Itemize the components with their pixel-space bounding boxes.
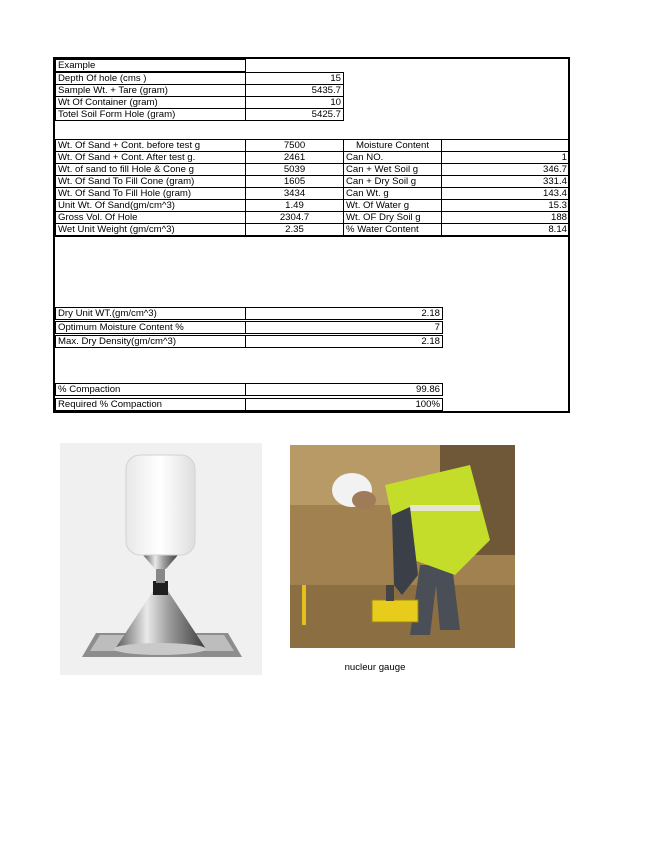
moisture-value: 1 bbox=[441, 151, 570, 164]
sand-label: Gross Vol. Of Hole bbox=[55, 211, 246, 224]
moisture-label: Can + Dry Soil g bbox=[343, 175, 442, 188]
nuclear-gauge-caption: nucleur gauge bbox=[344, 662, 406, 673]
moisture-header: Moisture Content bbox=[343, 139, 442, 152]
density-value: 7 bbox=[245, 321, 443, 334]
hole-value: 5425.7 bbox=[245, 108, 344, 121]
sand-value: 5039 bbox=[245, 163, 344, 176]
sand-value: 2461 bbox=[245, 151, 344, 164]
moisture-label: Can + Wet Soil g bbox=[343, 163, 442, 176]
sand-cone-apparatus-image bbox=[60, 443, 262, 675]
section-divider bbox=[55, 236, 568, 237]
compaction-value: 100% bbox=[245, 398, 443, 411]
sand-value: 1.49 bbox=[245, 199, 344, 212]
nuclear-gauge-photo bbox=[290, 445, 515, 648]
sand-value: 2304.7 bbox=[245, 211, 344, 224]
sand-value: 2.35 bbox=[245, 223, 344, 236]
moisture-value: 143.4 bbox=[441, 187, 570, 200]
moisture-value: 15.3 bbox=[441, 199, 570, 212]
sand-value: 7500 bbox=[245, 139, 344, 152]
hole-value: 10 bbox=[245, 96, 344, 109]
sand-label: Wet Unit Weight (gm/cm^3) bbox=[55, 223, 246, 236]
density-label: Optimum Moisture Content % bbox=[55, 321, 246, 334]
sand-value: 1605 bbox=[245, 175, 344, 188]
sand-label: Wt. Of Sand To Fill Hole (gram) bbox=[55, 187, 246, 200]
hole-label: Wt Of Container (gram) bbox=[55, 96, 246, 109]
hole-label: Depth Of hole (cms ) bbox=[55, 72, 246, 85]
hole-label: Sample Wt. + Tare (gram) bbox=[55, 84, 246, 97]
compaction-label: Required % Compaction bbox=[55, 398, 246, 411]
moisture-value: 8.14 bbox=[441, 223, 570, 236]
moisture-label: Wt. Of Water g bbox=[343, 199, 442, 212]
moisture-value: 346.7 bbox=[441, 163, 570, 176]
hole-value: 15 bbox=[245, 72, 344, 85]
moisture-value: 331.4 bbox=[441, 175, 570, 188]
compaction-label: % Compaction bbox=[55, 383, 246, 396]
moisture-label: Wt. OF Dry Soil g bbox=[343, 211, 442, 224]
sand-label: Wt. Of Sand + Cont. before test g bbox=[55, 139, 246, 152]
moisture-label: % Water Content bbox=[343, 223, 442, 236]
compaction-value: 99.86 bbox=[245, 383, 443, 396]
sand-label: Wt. of sand to fill Hole & Cone g bbox=[55, 163, 246, 176]
sand-label: Wt. Of Sand To Fill Cone (gram) bbox=[55, 175, 246, 188]
sand-label: Wt. Of Sand + Cont. After test g. bbox=[55, 151, 246, 164]
moisture-label: Can NO. bbox=[343, 151, 442, 164]
worksheet bbox=[53, 57, 570, 413]
sand-label: Unit Wt. Of Sand(gm/cm^3) bbox=[55, 199, 246, 212]
sand-cone-illustration bbox=[60, 443, 262, 675]
density-value: 2.18 bbox=[245, 307, 443, 320]
density-label: Max. Dry Density(gm/cm^3) bbox=[55, 335, 246, 348]
hole-value: 5435.7 bbox=[245, 84, 344, 97]
moisture-value: 188 bbox=[441, 211, 570, 224]
density-value: 2.18 bbox=[245, 335, 443, 348]
moisture-label: Can Wt. g bbox=[343, 187, 442, 200]
nuclear-gauge-illustration bbox=[290, 445, 515, 648]
hole-label: Totel Soil Form Hole (gram) bbox=[55, 108, 246, 121]
example-title: Example bbox=[55, 59, 246, 72]
density-label: Dry Unit WT.(gm/cm^3) bbox=[55, 307, 246, 320]
sand-value: 3434 bbox=[245, 187, 344, 200]
